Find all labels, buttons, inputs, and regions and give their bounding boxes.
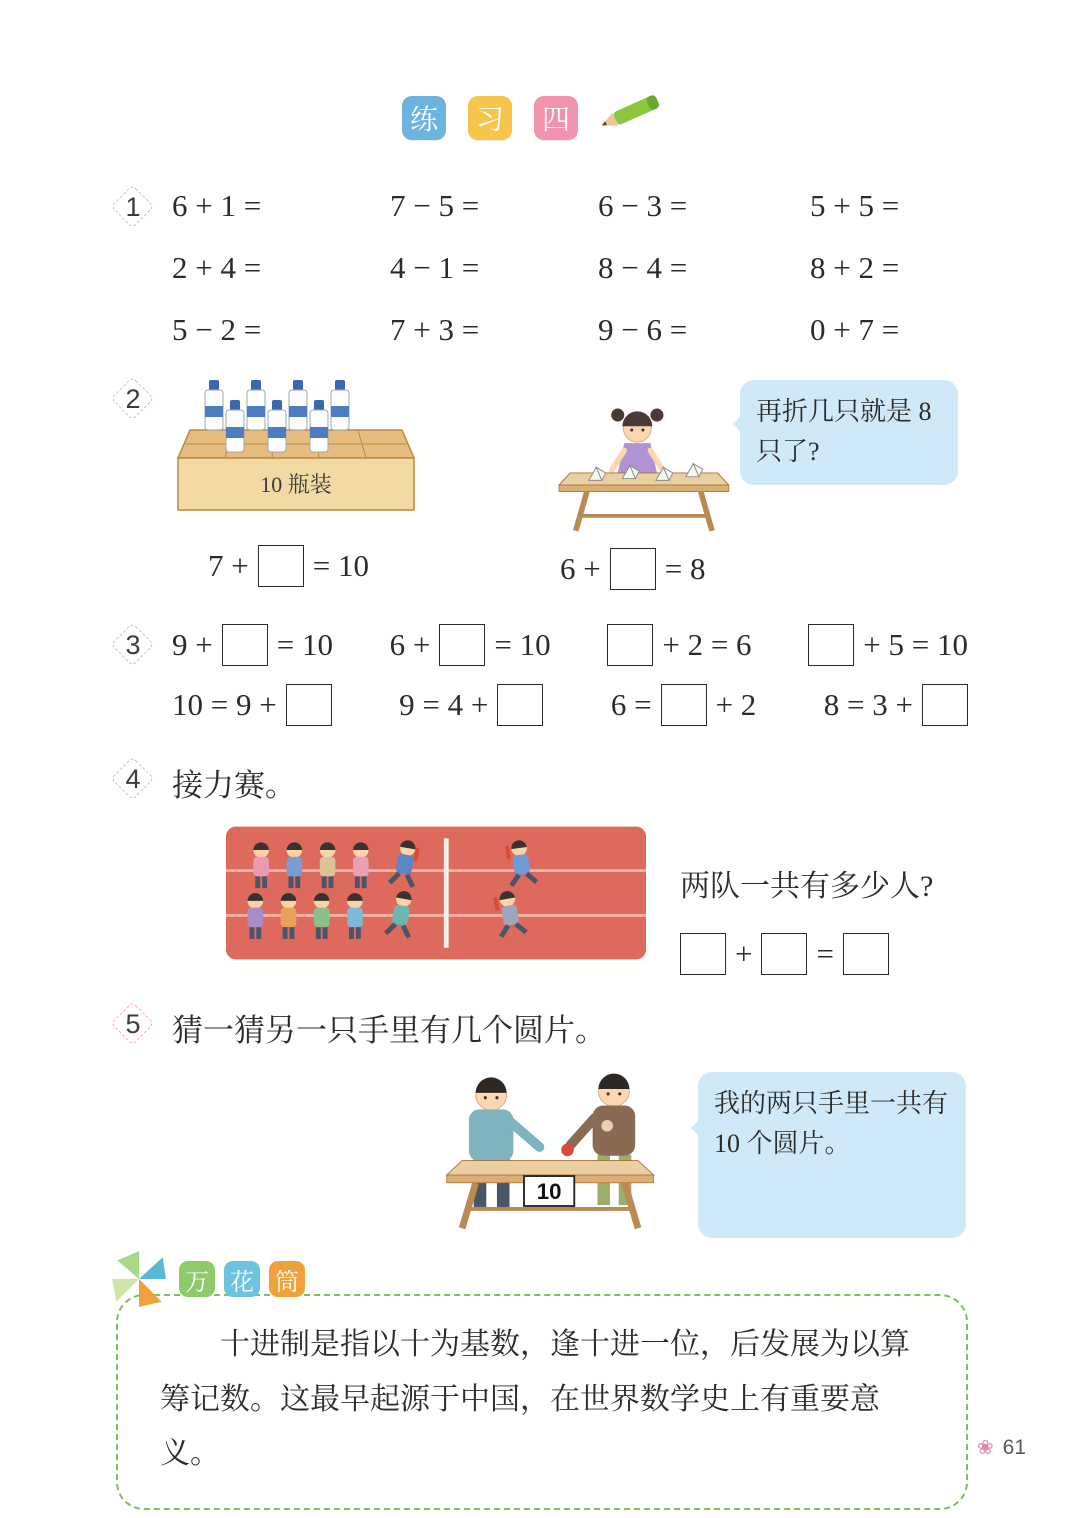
page-footer xyxy=(977,1435,1026,1460)
problem-1-number-badge: 1 xyxy=(108,182,158,232)
paper-crane-scene xyxy=(544,374,968,590)
boys-at-table-illustration xyxy=(408,1058,698,1238)
arithmetic-item: 8 + 2 = xyxy=(810,250,900,285)
girl-folding-cranes-illustration xyxy=(544,374,740,542)
arithmetic-item: 7 − 5 = xyxy=(390,188,480,223)
kaleidoscope-char-1: 万 xyxy=(179,1261,215,1297)
arithmetic-item: 5 − 2 = xyxy=(172,312,262,347)
title-char-1: 练 xyxy=(402,96,446,140)
arithmetic-item: 6 + 1 = xyxy=(172,188,262,223)
problem-4-label: 接力赛。 xyxy=(172,768,296,803)
equation-relay xyxy=(680,933,933,975)
bottle-box-illustration xyxy=(172,374,422,514)
answer-box[interactable] xyxy=(222,624,268,666)
speech-bubble-text: 我的两只手里一共有 10 个圆片。 xyxy=(714,1089,949,1159)
arithmetic-item: 4 − 1 = xyxy=(390,250,480,285)
equation-post: = 10 xyxy=(312,548,369,583)
answer-box[interactable] xyxy=(497,684,543,726)
kaleidoscope-section xyxy=(108,1248,968,1510)
arithmetic-item: 9 − 6 = xyxy=(598,312,688,347)
arithmetic-grid xyxy=(172,182,990,348)
answer-box[interactable] xyxy=(286,684,332,726)
answer-box[interactable] xyxy=(439,624,485,666)
arithmetic-item: 6 − 3 = xyxy=(598,188,688,223)
speech-bubble xyxy=(698,1072,966,1238)
table-number: 10 xyxy=(536,1179,562,1205)
equation: 9 + = 10 xyxy=(172,624,333,666)
arithmetic-item: 2 + 4 = xyxy=(172,250,262,285)
equation: 8 = 3 + xyxy=(824,684,968,726)
equation-pre: 7 + xyxy=(208,548,249,583)
plus-sign: + xyxy=(735,936,753,971)
arithmetic-item: 5 + 5 = xyxy=(810,188,900,223)
problem-4 xyxy=(108,754,968,975)
equation: 6 + = 10 xyxy=(390,624,551,666)
equation: + 2 = 6 xyxy=(607,624,751,666)
fill-blank-row xyxy=(172,624,968,666)
equation: 10 = 9 + xyxy=(172,684,332,726)
answer-box[interactable] xyxy=(661,684,707,726)
page-number: 61 xyxy=(1002,1435,1026,1459)
speech-bubble xyxy=(740,380,958,485)
flower-ornament-icon xyxy=(977,1435,994,1460)
equation-post: = 8 xyxy=(664,551,706,586)
problem-3 xyxy=(108,620,968,726)
answer-box[interactable] xyxy=(680,933,726,975)
answer-box[interactable] xyxy=(258,545,304,587)
pencil-icon xyxy=(594,86,674,138)
fill-blank-row xyxy=(172,684,968,726)
arithmetic-item: 8 − 4 = xyxy=(598,250,688,285)
problem-1 xyxy=(108,182,968,348)
bottles-front-row xyxy=(226,400,328,452)
arithmetic-item: 7 + 3 = xyxy=(390,312,480,347)
kaleidoscope-text-box xyxy=(116,1294,968,1510)
lesson-title xyxy=(108,96,968,148)
bottle-box-scene xyxy=(172,374,544,590)
equation: 9 = 4 + xyxy=(399,684,543,726)
title-char-2: 习 xyxy=(468,96,512,140)
problem-2-number-badge: 2 xyxy=(108,374,158,424)
kaleidoscope-text: 十进制是指以十为基数，逢十进一位，后发展为以算筹记数。这最早起源于中国，在世界数学史上有重要意义。 xyxy=(160,1328,910,1471)
relay-race-illustration xyxy=(226,817,646,969)
equation-pre: 6 + xyxy=(560,551,601,586)
title-char-3: 四 xyxy=(534,96,578,140)
bottle-box-label: 10 瓶装 xyxy=(260,472,332,497)
answer-box[interactable] xyxy=(610,548,656,590)
answer-box[interactable] xyxy=(922,684,968,726)
speech-bubble-text: 再折几只就是 8 只了? xyxy=(756,397,932,467)
problem-4-number-badge: 4 xyxy=(108,754,158,804)
equation: + 5 = 10 xyxy=(808,624,968,666)
equation: 6 = + 2 xyxy=(611,684,756,726)
answer-box[interactable] xyxy=(843,933,889,975)
problem-4-question: 两队一共有多少人? xyxy=(680,870,934,903)
equals-sign: = xyxy=(816,936,834,971)
problem-3-number-badge: 3 xyxy=(108,620,158,670)
equation-bottles xyxy=(208,545,544,587)
problem-5 xyxy=(108,999,968,1238)
answer-box[interactable] xyxy=(607,624,653,666)
arithmetic-item: 0 + 7 = xyxy=(810,312,900,347)
kaleidoscope-char-3: 筒 xyxy=(269,1261,305,1297)
answer-box[interactable] xyxy=(808,624,854,666)
red-disc xyxy=(561,1144,574,1157)
pinwheel-icon xyxy=(108,1248,170,1310)
kaleidoscope-char-2: 花 xyxy=(224,1261,260,1297)
problem-5-number-badge: 5 xyxy=(108,999,158,1049)
problem-5-label: 猜一猜另一只手里有几个圆片。 xyxy=(172,1013,606,1048)
equation-cranes xyxy=(560,548,968,590)
problem-2 xyxy=(108,374,968,590)
answer-box[interactable] xyxy=(761,933,807,975)
